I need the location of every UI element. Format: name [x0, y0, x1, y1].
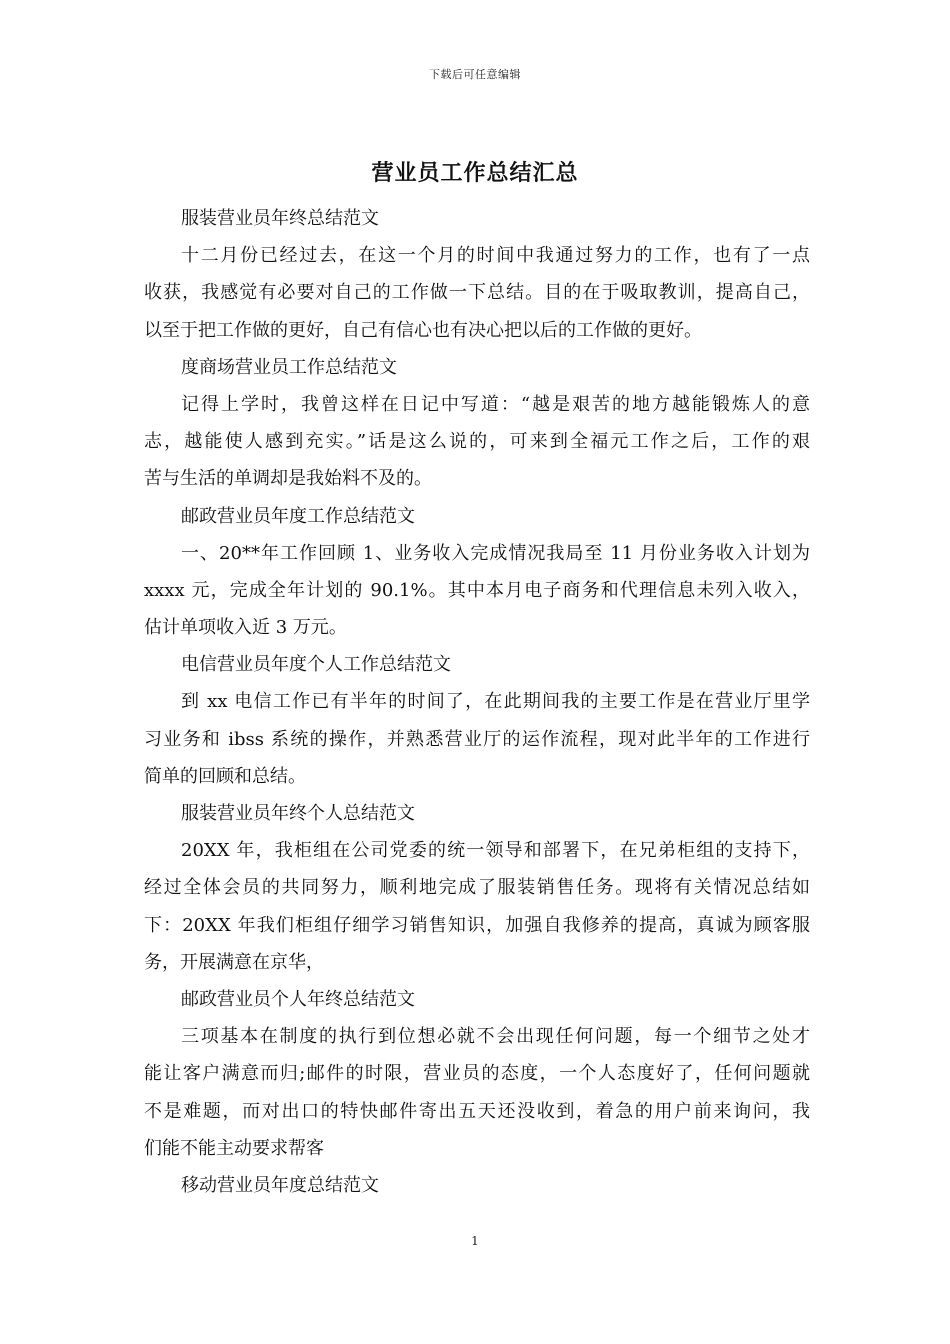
paragraph-line: 经过全体会员的共同努力，顺利地完成了服装销售任务。现将有关情况总结如 — [144, 877, 810, 899]
section-heading: 邮政营业员年度工作总结范文 — [181, 505, 415, 527]
paragraph-line: 下：20XX 年我们柜组仔细学习销售知识，加强自我修养的提高，真诚为顾客服 — [144, 914, 810, 936]
paragraph-line: 估计单项收入近 3 万元。 — [144, 617, 347, 639]
paragraph-line: 们能不能主动要求帮客 — [144, 1137, 324, 1159]
section-heading: 邮政营业员个人年终总结范文 — [181, 988, 415, 1010]
section-heading: 移动营业员年度总结范文 — [181, 1174, 379, 1196]
paragraph-line: 三项基本在制度的执行到位想必就不会出现任何问题，每一个细节之处才 — [181, 1026, 810, 1048]
document-title: 营业员工作总结汇总 — [371, 160, 579, 186]
paragraph-line: 能让客户满意而归;邮件的时限，营业员的态度，一个人态度好了，任何问题就 — [144, 1063, 810, 1085]
paragraph-line: 习业务和 ibss 系统的操作，并熟悉营业厅的运作流程，现对此半年的工作进行 — [144, 728, 810, 750]
page-number: 1 — [471, 1234, 479, 1248]
section-heading: 服装营业员年终总结范文 — [181, 208, 379, 229]
section-heading: 度商场营业员工作总结范文 — [181, 356, 397, 378]
section-heading: 服装营业员年终个人总结范文 — [181, 803, 415, 824]
page-header: 下载后可任意编辑 — [429, 68, 521, 81]
paragraph-line: 简单的回顾和总结。 — [144, 765, 306, 787]
paragraph-line: 20XX 年，我柜组在公司党委的统一领导和部署下，在兄弟柜组的支持下， — [181, 840, 810, 862]
paragraph-line: 一、20**年工作回顾 1、业务收入完成情况我局至 11 月份业务收入计划为 — [181, 542, 810, 564]
paragraph-line: 十二月份已经过去，在这一个月的时间中我通过努力的工作，也有了一点 — [181, 245, 810, 267]
paragraph-line: 以至于把工作做的更好，自己有信心也有决心把以后的工作做的更好。 — [144, 319, 702, 341]
document-body — [144, 200, 810, 1204]
paragraph-line: 不是难题，而对出口的特快邮件寄出五天还没收到，着急的用户前来询问，我 — [144, 1100, 810, 1122]
paragraph-line: xxxx 元，完成全年计划的 90.1%。其中本月电子商务和代理信息未列入收入， — [144, 579, 810, 601]
paragraph-line: 志，越能使人感到充实。”话是这么说的，可来到全福元工作之后，工作的艰 — [144, 431, 810, 453]
section-heading: 电信营业员年度个人工作总结范文 — [181, 654, 451, 676]
paragraph-line: 收获，我感觉有必要对自己的工作做一下总结。目的在于吸取教训，提高自己， — [144, 282, 810, 304]
paragraph-line: 务，开展满意在京华， — [144, 951, 324, 973]
paragraph-line: 记得上学时，我曾这样在日记中写道：“越是艰苦的地方越能锻炼人的意 — [181, 393, 810, 415]
paragraph-line: 到 xx 电信工作已有半年的时间了，在此期间我的主要工作是在营业厅里学 — [181, 691, 810, 713]
paragraph-line: 苦与生活的单调却是我始料不及的。 — [144, 468, 432, 490]
